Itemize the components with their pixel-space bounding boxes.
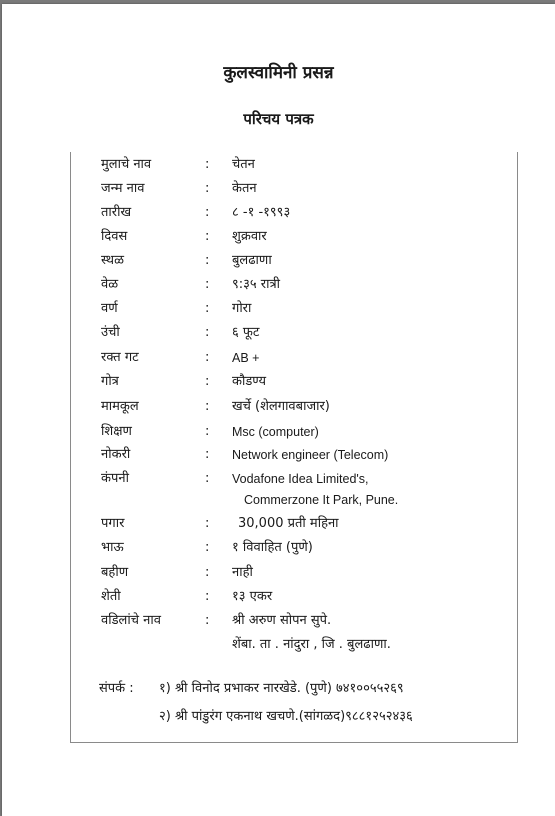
detail-value: ६ फूट — [232, 325, 260, 340]
detail-value-line2: Commerzone It Park, Pune. — [244, 493, 399, 507]
detail-colon: : — [205, 374, 210, 389]
contact-label: संपर्क : — [99, 681, 134, 696]
detail-label: स्थळ — [101, 253, 124, 268]
detail-colon: : — [205, 277, 210, 292]
page-title: कुलस्वामिनी प्रसन्न — [223, 63, 334, 83]
detail-colon: : — [205, 613, 210, 628]
detail-colon: : — [205, 205, 210, 220]
detail-value: बुलढाणा — [232, 253, 272, 268]
detail-label: दिवस — [101, 229, 128, 244]
detail-label: वेळ — [101, 277, 119, 292]
detail-label: बहीण — [101, 565, 129, 580]
contact-person-2: २) श्री पांडुरंग एकनाथ खचणे.(सांगळद)९८८१२५२४३६ — [159, 709, 413, 724]
detail-label: मामकूल — [101, 399, 139, 414]
detail-value: ९:३५ रात्री — [232, 277, 281, 292]
contact-person-1: १) श्री विनोद प्रभाकर नारखेडे. (पुणे) ७४१००५५२६९ — [159, 681, 404, 696]
detail-value: कौडण्य — [232, 374, 267, 389]
detail-colon: : — [205, 589, 210, 604]
detail-colon: : — [205, 471, 210, 486]
detail-label: शेती — [101, 589, 121, 604]
detail-colon: : — [205, 424, 210, 439]
detail-colon: : — [205, 229, 210, 244]
detail-value: गोरा — [232, 301, 252, 316]
detail-value: खर्चे (शेलगावबाजार) — [232, 399, 330, 414]
detail-label: मुलाचे नाव — [101, 157, 152, 172]
detail-colon: : — [205, 447, 210, 462]
detail-value-line2: शेंबा. ता . नांदुरा , जि . बुलढाणा. — [232, 637, 391, 652]
detail-value: १ विवाहित (पुणे) — [232, 540, 313, 555]
detail-value: नाही — [232, 565, 253, 580]
detail-colon: : — [205, 350, 210, 365]
detail-value: ८ -१ -१९९३ — [232, 205, 291, 220]
document-page — [2, 4, 555, 816]
detail-value: श्री अरुण सोपन सुपे. — [232, 613, 332, 628]
detail-value: शुक्रवार — [232, 229, 267, 244]
detail-label: गोत्र — [101, 374, 119, 389]
page-subtitle: परिचय पत्रक — [243, 110, 314, 128]
detail-label: कंपनी — [101, 471, 129, 486]
details-box — [70, 152, 518, 743]
detail-value: चेतन — [232, 157, 255, 172]
detail-colon: : — [205, 399, 210, 414]
detail-value: १३ एकर — [232, 589, 273, 604]
detail-label: भाऊ — [101, 540, 124, 555]
detail-colon: : — [205, 181, 210, 196]
detail-colon: : — [205, 540, 210, 555]
detail-label: जन्म नाव — [101, 181, 145, 196]
detail-label: वडिलांचे नाव — [101, 613, 161, 628]
detail-label: पगार — [101, 516, 125, 531]
detail-colon: : — [205, 253, 210, 268]
detail-value: केतन — [232, 181, 257, 196]
detail-label: शिक्षण — [101, 424, 132, 439]
detail-label: तारीख — [101, 205, 132, 220]
detail-label: नोकरी — [101, 447, 131, 462]
detail-colon: : — [205, 516, 210, 531]
detail-label: वर्ण — [101, 301, 118, 316]
detail-colon: : — [205, 325, 210, 340]
detail-label: रक्त गट — [101, 350, 139, 365]
detail-colon: : — [205, 157, 210, 172]
detail-value: Vodafone Idea Limited's, — [232, 472, 369, 486]
detail-value: Msc (computer) — [232, 425, 319, 439]
detail-colon: : — [205, 565, 210, 580]
detail-value: 30,000 प्रती महिना — [238, 516, 339, 531]
detail-colon: : — [205, 301, 210, 316]
detail-value: Network engineer (Telecom) — [232, 448, 389, 462]
detail-value: AB + — [232, 351, 260, 365]
detail-label: उंची — [101, 325, 120, 340]
